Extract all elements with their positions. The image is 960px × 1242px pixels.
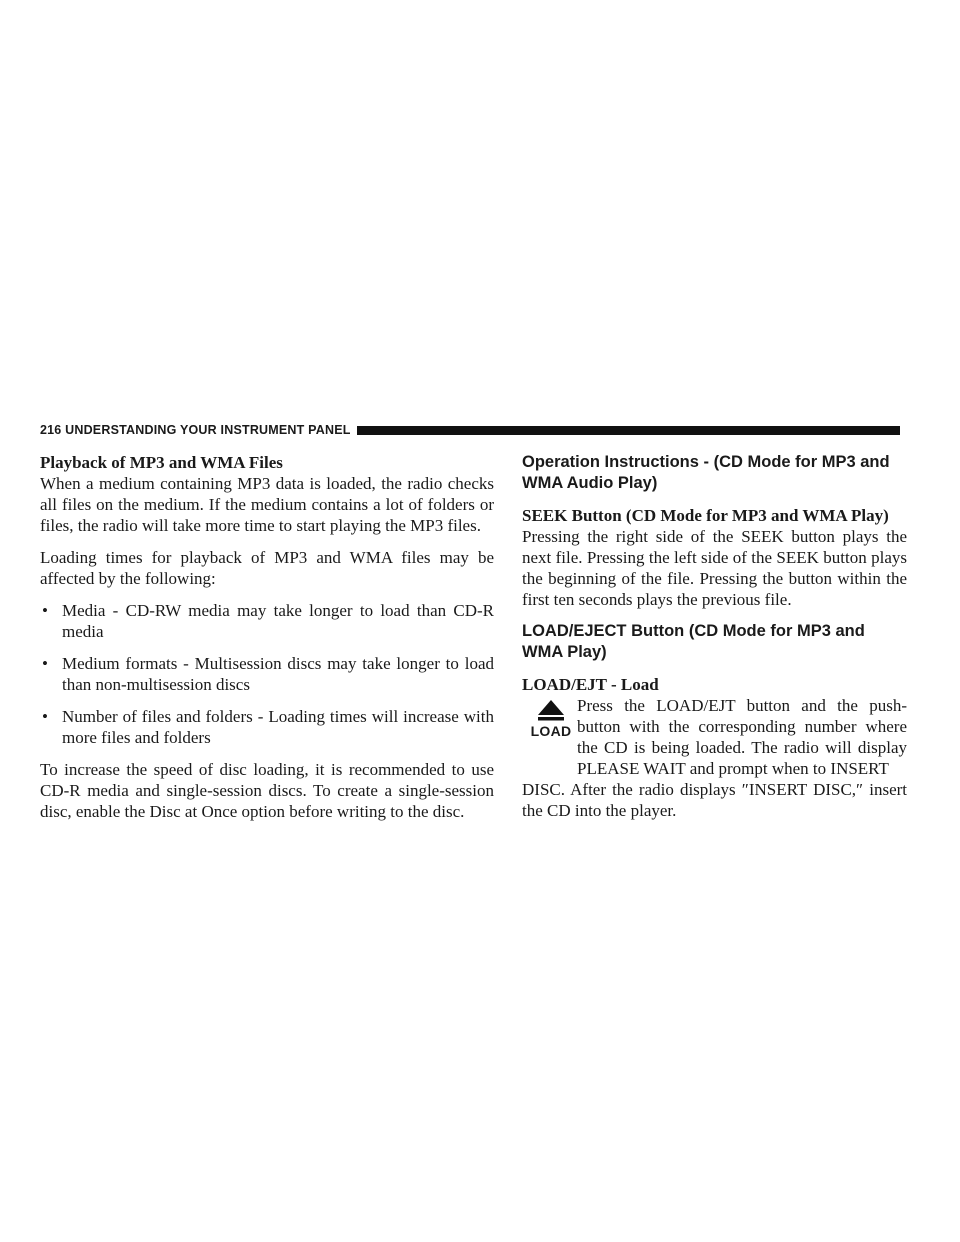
heading-seek-button: SEEK Button (CD Mode for MP3 and WMA Play): [522, 506, 889, 525]
paragraph-increase-speed: To increase the speed of disc loading, it is recommended to use CD-R media and single-session discs. To create a single-session disc, enable the Disc at Once option before writing to the disc.: [40, 760, 494, 821]
right-column: [522, 452, 907, 821]
left-column: [40, 452, 494, 822]
list-item-text: Medium formats - Multisession discs may take longer to load than non-multisession discs: [62, 654, 494, 694]
load-icon-label: LOAD: [530, 723, 572, 739]
page-header: [40, 422, 900, 438]
bullet-dot: •: [42, 654, 48, 673]
paragraph-load-indented: Press the LOAD/EJT button and the push-button with the corresponding number where the CD is being loaded. The radio will display PLEASE WAIT and prompt when to INSERT: [577, 696, 907, 778]
page-header-text: 216 UNDERSTANDING YOUR INSTRUMENT PANEL: [40, 423, 351, 437]
heading-playback: Playback of MP3 and WMA Files: [40, 453, 283, 472]
load-instructions: [522, 695, 907, 821]
list-item-text: Media - CD-RW media may take longer to load than CD-R media: [62, 601, 494, 641]
list-item: [40, 600, 494, 642]
list-item: [40, 706, 494, 748]
list-item-text: Number of files and folders - Loading times will increase with more files and folders: [62, 707, 494, 747]
paragraph-seek: Pressing the right side of the SEEK button plays the next file. Pressing the left side of the SEEK button plays the beginning of the file. Pressing the button within the first ten seconds plays the previous file.: [522, 527, 907, 609]
header-rule: [357, 426, 900, 435]
heading-load-eject: LOAD/EJECT Button (CD Mode for MP3 and WMA Play): [522, 622, 865, 661]
bullet-dot: •: [42, 707, 48, 726]
paragraph-medium-loaded: When a medium containing MP3 data is loaded, the radio checks all files on the medium. If the medium contains a lot of folders or files, the radio will take more time to start playing the MP3 files.: [40, 474, 494, 535]
list-item: [40, 653, 494, 695]
eject-triangle-icon: [537, 699, 565, 721]
heading-operation-instructions: Operation Instructions - (CD Mode for MP3 and WMA Audio Play): [522, 453, 890, 492]
paragraph-load-continued: DISC. After the radio displays ″INSERT DISC,″ insert the CD into the player.: [522, 780, 907, 820]
load-icon-group: [526, 699, 576, 743]
paragraph-loading-times: Loading times for playback of MP3 and WMA files may be affected by the following:: [40, 548, 494, 588]
heading-load-ejt-load: LOAD/EJT - Load: [522, 675, 659, 694]
bullet-dot: •: [42, 601, 48, 620]
bullet-list: [40, 600, 494, 748]
